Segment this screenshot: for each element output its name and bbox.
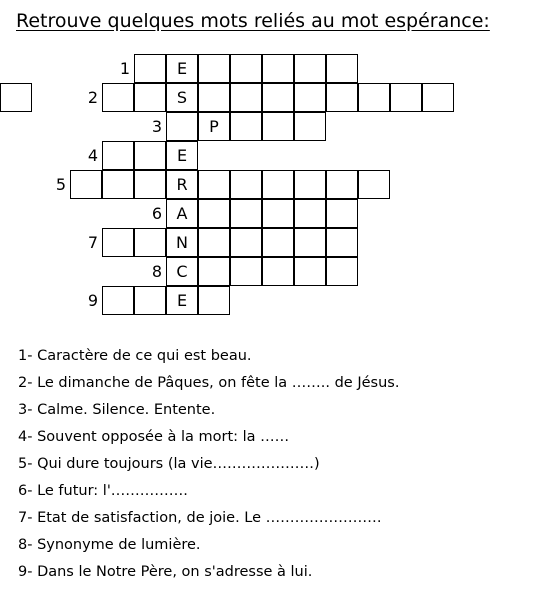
grid-cell-2-10[interactable] (390, 83, 422, 112)
clue-4: 4- Souvent opposée à la mort: la …… (18, 429, 290, 445)
grid-cell-7-3[interactable]: N (166, 228, 198, 257)
clue-7: 7- Etat de satisfaction, de joie. Le …………………… (18, 510, 382, 526)
clue-5: 5- Qui dure toujours (la vie…………………) (18, 456, 320, 472)
clue-2: 2- Le dimanche de Pâques, on fête la …….. de Jésus. (18, 375, 400, 391)
clue-number-9: 9 (87, 291, 98, 310)
grid-cell-4-2[interactable] (134, 141, 166, 170)
grid-cell-6-6[interactable] (326, 199, 358, 228)
grid-cell-3-5[interactable] (294, 112, 326, 141)
grid-cell-8-5[interactable] (294, 257, 326, 286)
grid-cell-7-2[interactable] (134, 228, 166, 257)
grid-cell-1-4[interactable] (230, 54, 262, 83)
grid-cell-6-1[interactable]: A (166, 199, 198, 228)
grid-cell-8-1[interactable]: C (166, 257, 198, 286)
grid-cell-6-4[interactable] (262, 199, 294, 228)
grid-cell-2-8[interactable] (326, 83, 358, 112)
grid-cell-1-1[interactable] (134, 54, 166, 83)
grid-cell-2-1[interactable] (102, 83, 134, 112)
grid-cell-5-8[interactable] (294, 170, 326, 199)
grid-cell-7-7[interactable] (294, 228, 326, 257)
grid-cell-2-2[interactable] (134, 83, 166, 112)
grid-cell-7-6[interactable] (262, 228, 294, 257)
clue-6: 6- Le futur: l'……………. (18, 483, 188, 499)
grid-cell-9-1[interactable] (102, 286, 134, 315)
grid-cell-2-6[interactable] (262, 83, 294, 112)
grid-cell-2-4[interactable] (198, 83, 230, 112)
grid-cell-1-6[interactable] (294, 54, 326, 83)
grid-cell-4-3[interactable]: E (166, 141, 198, 170)
grid-cell-9-4[interactable] (198, 286, 230, 315)
grid-cell-3-1[interactable] (166, 112, 198, 141)
grid-cell-2-3[interactable]: S (166, 83, 198, 112)
grid-cell-2-7[interactable] (294, 83, 326, 112)
clue-number-8: 8 (151, 262, 162, 281)
grid-cell-9-3[interactable]: E (166, 286, 198, 315)
grid-cell-5-2[interactable] (102, 170, 134, 199)
grid-cell-7-4[interactable] (198, 228, 230, 257)
clue-9: 9- Dans le Notre Père, on s'adresse à lui. (18, 564, 313, 580)
grid-cell-5-3[interactable] (134, 170, 166, 199)
grid-cell-5-5[interactable] (198, 170, 230, 199)
grid-cell-5-10[interactable] (358, 170, 390, 199)
grid-cell-1-3[interactable] (198, 54, 230, 83)
grid-cell-3-4[interactable] (262, 112, 294, 141)
grid-cell-6-2[interactable] (198, 199, 230, 228)
grid-cell-3-2[interactable]: P (198, 112, 230, 141)
grid-cell-2-5[interactable] (230, 83, 262, 112)
grid-cell-8-3[interactable] (230, 257, 262, 286)
clue-number-3: 3 (151, 117, 162, 136)
grid-cell-6-3[interactable] (230, 199, 262, 228)
grid-cell-2-12[interactable] (0, 83, 32, 112)
grid-cell-7-1[interactable] (102, 228, 134, 257)
grid-cell-4-1[interactable] (102, 141, 134, 170)
page-title: Retrouve quelques mots reliés au mot espérance: (16, 10, 490, 32)
grid-cell-8-4[interactable] (262, 257, 294, 286)
grid-cell-5-9[interactable] (326, 170, 358, 199)
clue-1: 1- Caractère de ce qui est beau. (18, 348, 252, 364)
grid-cell-8-6[interactable] (326, 257, 358, 286)
grid-cell-7-5[interactable] (230, 228, 262, 257)
grid-cell-1-2[interactable]: E (166, 54, 198, 83)
grid-cell-8-2[interactable] (198, 257, 230, 286)
clue-number-1: 1 (119, 59, 130, 78)
clue-number-5: 5 (55, 175, 66, 194)
grid-cell-2-9[interactable] (358, 83, 390, 112)
clue-number-6: 6 (151, 204, 162, 223)
grid-cell-1-7[interactable] (326, 54, 358, 83)
clue-number-2: 2 (87, 88, 98, 107)
grid-cell-5-1[interactable] (70, 170, 102, 199)
grid-cell-1-5[interactable] (262, 54, 294, 83)
grid-cell-5-6[interactable] (230, 170, 262, 199)
grid-cell-2-11[interactable] (422, 83, 454, 112)
grid-cell-5-7[interactable] (262, 170, 294, 199)
clue-list (18, 347, 399, 590)
clue-number-7: 7 (87, 233, 98, 252)
grid-cell-5-4[interactable]: R (166, 170, 198, 199)
clue-number-4: 4 (87, 146, 98, 165)
clue-8: 8- Synonyme de lumière. (18, 537, 201, 553)
clue-3: 3- Calme. Silence. Entente. (18, 402, 216, 418)
grid-cell-3-3[interactable] (230, 112, 262, 141)
grid-cell-7-8[interactable] (326, 228, 358, 257)
grid-cell-9-2[interactable] (134, 286, 166, 315)
grid-cell-6-5[interactable] (294, 199, 326, 228)
